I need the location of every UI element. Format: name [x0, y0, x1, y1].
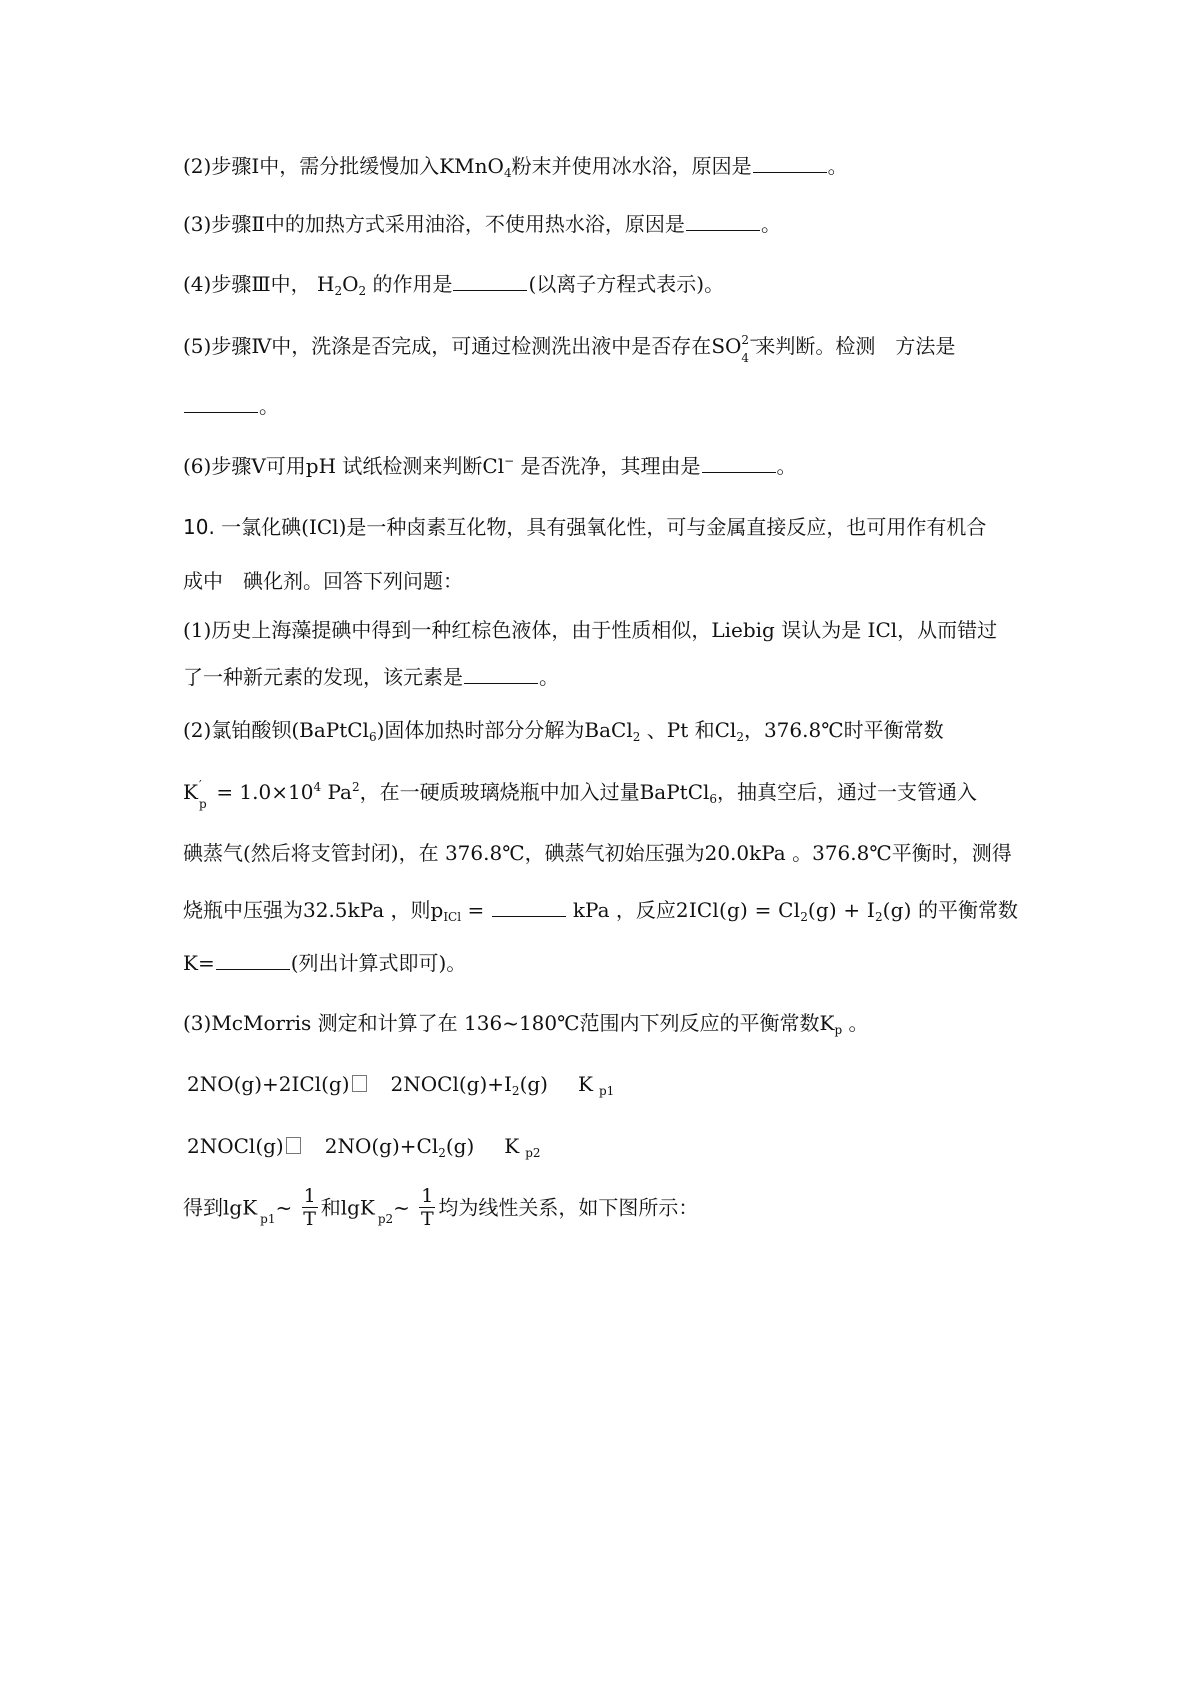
- text: K=: [183, 951, 215, 975]
- punct: 。: [760, 212, 781, 236]
- q10-intro-cont: [183, 567, 463, 595]
- text: ，在一硬质玻璃烧瓶中加入过量: [359, 780, 640, 804]
- q9-part5-text: (5)步骤Ⅳ中，洗涤是否完成，可通过检测洗出液中是否存在: [183, 334, 712, 358]
- q10-part3-intro: [183, 1009, 869, 1037]
- q10-part1: [183, 616, 997, 644]
- equilibrium-constant: K: [819, 1011, 835, 1035]
- subscript: 2: [800, 910, 808, 924]
- q9-part3: [183, 210, 781, 238]
- q10-part2-line5: [183, 949, 466, 977]
- text: (3)McMorris 测定和计算了在 136~180℃范围内下列反应的平衡常数: [183, 1011, 820, 1035]
- question-number: 10.: [183, 515, 215, 539]
- subscript: p1: [598, 1084, 615, 1098]
- text: 均为线性关系，如下图所示：: [438, 1195, 699, 1220]
- equilibrium-constant: K: [183, 780, 198, 804]
- q9-part6-text: (6)步骤Ⅴ可用: [183, 454, 306, 478]
- q9-part6: [183, 452, 797, 480]
- subscript: p: [834, 1023, 843, 1037]
- text: 。376.8℃平衡时，测得: [792, 841, 1012, 865]
- subscript: p1: [260, 1212, 276, 1226]
- q10-part2-line4: [183, 896, 1018, 924]
- tilde: ~: [393, 1195, 410, 1220]
- sulfate-ion-scripts: [741, 333, 760, 365]
- h2o2-formula-h: H: [316, 272, 335, 296]
- reaction-products: 2NO(g)+Cl: [324, 1134, 439, 1158]
- text: 烧瓶中压强为: [183, 898, 303, 922]
- answer-blank[interactable]: [184, 396, 258, 413]
- text: 的平衡常数: [918, 898, 1019, 922]
- punct: 。: [259, 394, 279, 418]
- subscript: p2: [525, 1146, 541, 1160]
- pressure-symbol: p: [430, 898, 444, 922]
- subscript: 6: [709, 792, 718, 806]
- reaction: 2ICl(g) = Cl: [675, 898, 801, 922]
- fraction-numerator: 1: [421, 1185, 434, 1207]
- answer-blank[interactable]: [453, 274, 527, 291]
- q9-part6-text-c: 是否洗净，其理由是: [520, 454, 701, 478]
- text: 得到: [183, 1195, 223, 1220]
- q10-part2-line1: [183, 716, 944, 744]
- text: )固体加热时部分分解为: [376, 718, 585, 742]
- log-term: lgK: [340, 1195, 375, 1220]
- text: 碘蒸气(然后将支管封闭)，在 376.8℃，碘蒸气初始压强为: [183, 841, 705, 865]
- unit: Pa: [327, 780, 352, 804]
- answer-blank[interactable]: [464, 667, 538, 684]
- q10-part2-line3: [183, 839, 1012, 867]
- q10-part1-text: (1)历史上海藻提碘中得到一种红棕色液体，由于性质相似，Liebig 误认为是 ICl，从而错过: [183, 618, 998, 642]
- reaction: (g): [882, 898, 912, 922]
- log-term: lgK: [223, 1195, 258, 1220]
- formula: Cl: [714, 718, 737, 742]
- q9-part4-text: (4)步骤Ⅲ中，: [183, 272, 311, 296]
- superscript: 2: [351, 780, 360, 794]
- equilibrium-arrow-icon: [352, 1075, 367, 1092]
- superscript: 2−: [741, 333, 760, 347]
- q9-part3-text: (3)步骤Ⅱ中的加热方式采用油浴，不使用热水浴，原因是: [183, 212, 685, 236]
- subscript: 2: [438, 1146, 446, 1160]
- text: (2)氯铂酸钡(: [183, 718, 300, 742]
- formula: BaPtCl: [639, 780, 710, 804]
- q9-part2: [183, 152, 848, 180]
- reaction-1: [187, 1070, 614, 1098]
- q10-intro-text-b: 成中 碘化剂。回答下列问题：: [183, 569, 463, 593]
- subscript: p2: [377, 1212, 394, 1226]
- subscript: 6: [368, 730, 377, 744]
- fraction-one-over-t: [302, 1185, 318, 1230]
- superscript: 4: [313, 780, 322, 794]
- q10-part3-relation: [183, 1185, 698, 1230]
- formula: BaPtCl: [299, 718, 369, 742]
- value: 32.5kPa: [303, 898, 385, 922]
- q10-part1-text-b: 了一种新元素的发现，该元素是: [183, 665, 463, 689]
- fraction-one-over-t: [419, 1185, 435, 1230]
- q9-part6-text-b: 试纸检测来判断: [342, 454, 483, 478]
- subscript: 4: [741, 351, 750, 365]
- punct: 。: [539, 665, 559, 689]
- equilibrium-constant: K: [504, 1134, 520, 1158]
- answer-blank[interactable]: [216, 953, 290, 970]
- subscript: ICl: [443, 910, 462, 924]
- q9-part4: [183, 270, 724, 298]
- subscript: 2: [875, 910, 883, 924]
- superscript: ′: [198, 778, 202, 792]
- subscript: 2: [736, 730, 744, 744]
- sulfate-ion: SO: [711, 334, 742, 358]
- fraction-denominator: T: [303, 1208, 316, 1230]
- q9-part5-text-b: 来判断。检测 方法是: [755, 334, 956, 358]
- reaction-products: (g): [445, 1134, 475, 1158]
- q9-part4-text-c: (以离子方程式表示)。: [528, 272, 725, 296]
- answer-blank[interactable]: [753, 156, 827, 173]
- tilde: ~: [275, 1195, 293, 1220]
- h2o2-formula-o: O: [342, 272, 359, 296]
- text: ，376.8℃时平衡常数: [743, 718, 944, 742]
- text: 、Pt 和: [646, 718, 715, 742]
- equilibrium-constant: K: [577, 1072, 593, 1096]
- value: 20.0kPa: [704, 841, 786, 865]
- chloride-ion: Cl: [482, 454, 505, 478]
- q9-part2-text-b: 粉末并使用冰水浴，原因是: [511, 154, 752, 178]
- q9-part2-text: (2)步骤Ⅰ中，需分批缓慢加入: [183, 154, 440, 178]
- fraction-numerator: 1: [303, 1185, 316, 1207]
- answer-blank[interactable]: [686, 214, 760, 231]
- equation: = 1.0×10: [216, 780, 314, 804]
- unit: kPa: [572, 898, 610, 922]
- reaction-products: 2NOCl(g)+I: [390, 1072, 512, 1096]
- answer-blank[interactable]: [492, 900, 566, 917]
- kmno4-subscript: 4: [503, 166, 512, 180]
- text: ，则: [390, 898, 431, 922]
- q10-part2-line2: [183, 778, 978, 811]
- q10-intro-text: 一氯化碘(ICl)是一种卤素互化物，具有强氧化性，可与金属直接反应，也可用作有机合: [221, 515, 987, 539]
- answer-blank[interactable]: [702, 456, 776, 473]
- fraction-denominator: T: [420, 1208, 434, 1230]
- ph-label: pH: [305, 454, 337, 478]
- subscript: 2: [632, 730, 641, 744]
- equals: =: [467, 898, 485, 922]
- k-scripts: [198, 778, 210, 811]
- punct: 。: [848, 1011, 869, 1035]
- q10-part1-cont: [183, 663, 559, 691]
- reaction-reactants: 2NO(g)+2ICl(g): [187, 1072, 350, 1096]
- text: 和: [320, 1195, 341, 1220]
- kmno4-formula: KMnO: [439, 154, 504, 178]
- equilibrium-arrow-icon: [286, 1137, 301, 1154]
- reaction-2: [187, 1132, 541, 1160]
- text: (列出计算式即可)。: [290, 951, 467, 975]
- punct: 。: [776, 454, 797, 478]
- reaction-products: (g): [519, 1072, 548, 1096]
- subscript: p: [198, 797, 207, 811]
- reaction-reactants: 2NOCl(g): [187, 1134, 284, 1158]
- subscript: 2: [334, 284, 343, 298]
- punct: 。: [827, 154, 848, 178]
- subscript: 2: [358, 284, 367, 298]
- text: ，抽真空后，通过一支管通入: [717, 780, 978, 804]
- text: ，反应: [615, 898, 676, 922]
- reaction: (g) + I: [807, 898, 876, 922]
- subscript: 2: [511, 1084, 520, 1098]
- q10-intro: [183, 513, 986, 541]
- q9-part4-text-b: 的作用是: [372, 272, 453, 296]
- formula: BaCl: [584, 718, 633, 742]
- q9-part5: [183, 332, 956, 365]
- superscript: −: [504, 454, 515, 468]
- q9-part5-cont: [183, 392, 279, 420]
